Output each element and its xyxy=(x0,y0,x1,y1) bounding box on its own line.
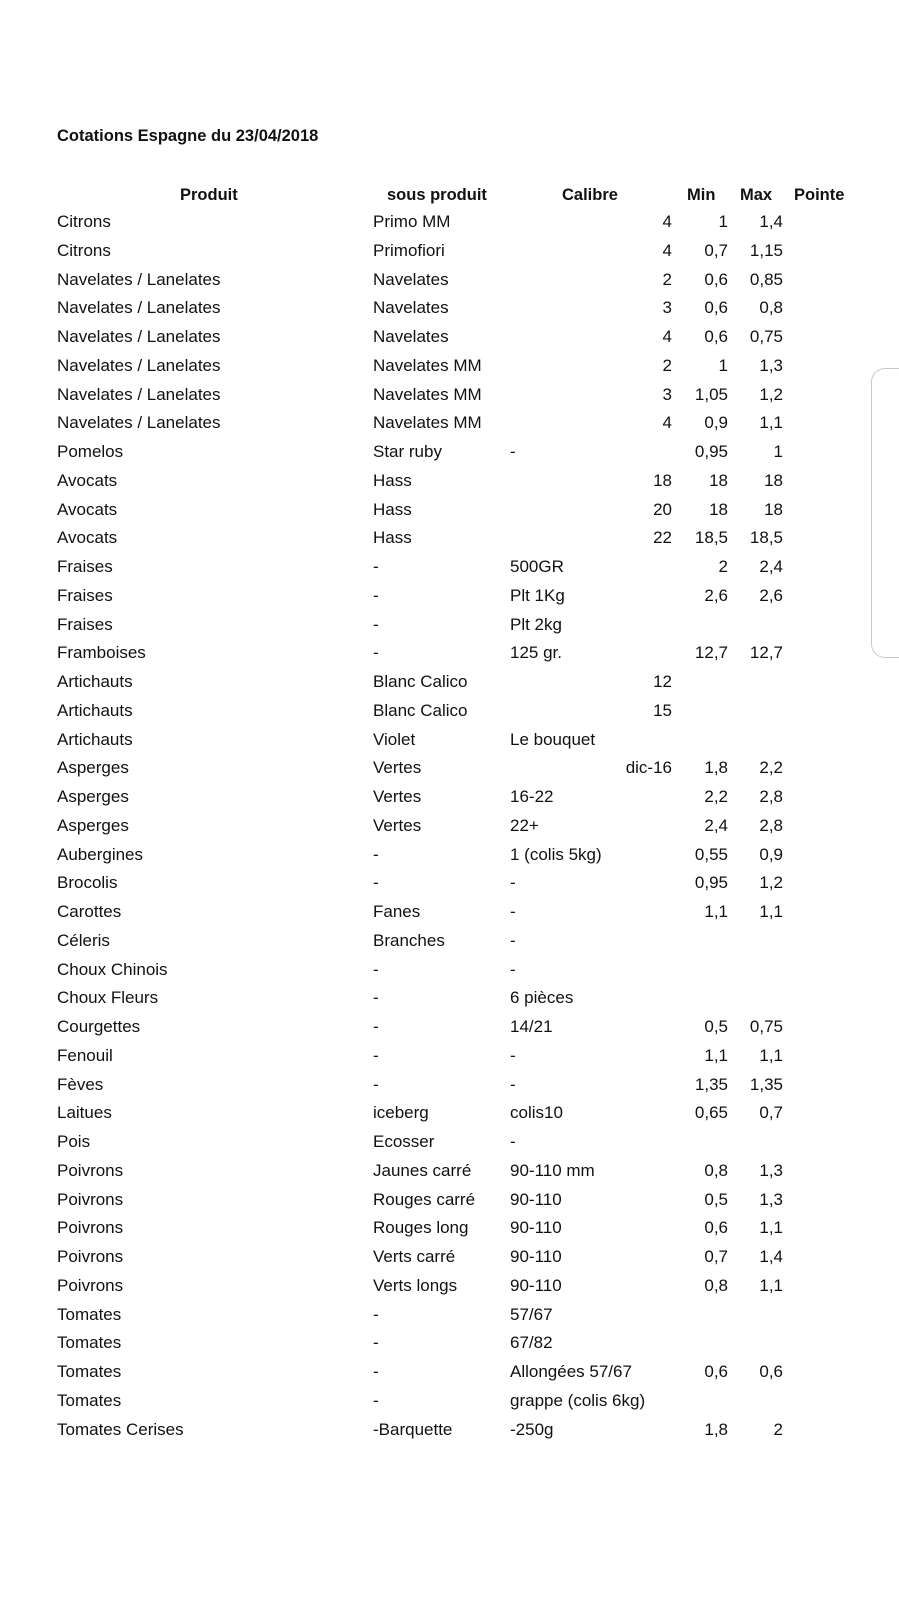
cell-max: 1,35 xyxy=(749,1074,783,1094)
cell-produit: Framboises xyxy=(57,643,146,663)
cell-calibre: - xyxy=(510,873,516,893)
cell-sous-produit: Navelates MM xyxy=(373,355,482,375)
cell-max: 2,2 xyxy=(759,758,783,778)
cell-max: 1,2 xyxy=(759,873,783,893)
cell-calibre: - xyxy=(510,1132,516,1151)
cell-max: 1,15 xyxy=(749,240,783,260)
table-row xyxy=(0,611,899,640)
cell-min: 1,8 xyxy=(704,1419,728,1439)
cell-min: 0,6 xyxy=(704,327,728,346)
cell-min: 1 xyxy=(718,212,728,231)
cell-sous-produit: Navelates MM xyxy=(373,413,482,433)
table-row xyxy=(0,323,899,352)
cell-max: 1,3 xyxy=(759,355,783,375)
cell-sous-produit: -Barquette xyxy=(373,1419,453,1439)
cell-sous-produit: Blanc Calico xyxy=(373,700,468,720)
table-row xyxy=(0,409,899,438)
cell-produit: Brocolis xyxy=(57,873,118,893)
cell-min: 0,7 xyxy=(704,240,728,260)
cell-sous-produit: Violet xyxy=(373,729,416,749)
cell-max: 1,3 xyxy=(759,1160,783,1180)
cell-sous-produit: Star ruby xyxy=(373,442,442,461)
cell-produit: Fèves xyxy=(57,1074,104,1094)
cell-sous-produit: - xyxy=(373,959,379,979)
cell-produit: Asperges xyxy=(57,815,129,835)
table-row xyxy=(0,1329,899,1358)
cell-calibre: 500GR xyxy=(510,557,564,576)
cell-calibre: 90-110 xyxy=(510,1275,562,1295)
header-max: Max xyxy=(740,186,773,204)
table-row xyxy=(0,1387,899,1416)
cell-min: 1,05 xyxy=(694,384,728,404)
cell-max: 2,4 xyxy=(759,557,783,576)
cell-calibre: - xyxy=(510,959,516,979)
cell-min: 0,8 xyxy=(704,1160,728,1180)
scroll-handle[interactable] xyxy=(871,368,899,658)
cell-produit: Citrons xyxy=(57,240,111,260)
cell-calibre: - xyxy=(510,442,516,461)
cell-min: 2 xyxy=(718,557,728,576)
cell-sous-produit: Vertes xyxy=(373,815,422,835)
table-row xyxy=(0,381,899,410)
table-row xyxy=(0,726,899,755)
cell-produit: Artichauts xyxy=(57,700,133,720)
cell-sous-produit: Verts carré xyxy=(373,1247,456,1266)
table-row xyxy=(0,294,899,323)
cell-calibre: 14/21 xyxy=(510,1017,553,1036)
cell-calibre-num: 15 xyxy=(653,700,672,720)
cell-max: 1,1 xyxy=(759,1275,783,1295)
cell-calibre-num: 2 xyxy=(662,355,672,375)
cell-produit: Citrons xyxy=(57,212,111,231)
cell-calibre: 22+ xyxy=(510,815,539,835)
cell-sous-produit: - xyxy=(373,614,379,634)
cell-min: 0,6 xyxy=(704,298,728,318)
cell-max: 2,8 xyxy=(759,815,783,835)
cell-max: 0,75 xyxy=(749,327,783,346)
cell-produit: Aubergines xyxy=(57,844,144,864)
cell-sous-produit: - xyxy=(373,643,379,663)
cell-min: 2,4 xyxy=(704,815,728,835)
cell-calibre: 90-110 xyxy=(510,1247,562,1266)
cell-sous-produit: Navelates xyxy=(373,327,449,346)
cell-produit: Tomates xyxy=(57,1304,122,1324)
cell-calibre-num: 22 xyxy=(653,528,672,548)
cell-produit: Navelates / Lanelates xyxy=(57,355,221,375)
cell-sous-produit: Hass xyxy=(373,499,412,519)
table-row xyxy=(0,1301,899,1330)
cell-calibre: 90-110 mm xyxy=(510,1160,595,1180)
table-row xyxy=(0,869,899,898)
table-row xyxy=(0,1243,899,1272)
table-row xyxy=(0,697,899,726)
cell-max: 0,9 xyxy=(759,844,783,864)
table-row xyxy=(0,841,899,870)
cell-calibre: 90-110 xyxy=(510,1189,562,1209)
cell-max: 18 xyxy=(764,470,783,490)
cell-min: 1,35 xyxy=(694,1074,728,1094)
cell-sous-produit: Hass xyxy=(373,528,412,548)
cell-min: 0,6 xyxy=(704,269,728,289)
cell-produit: Poivrons xyxy=(57,1189,124,1209)
table-row xyxy=(0,553,899,582)
cell-calibre: 90-110 xyxy=(510,1218,562,1238)
cell-calibre-num: 4 xyxy=(662,212,672,231)
cell-sous-produit: Vertes xyxy=(373,787,422,806)
cell-min: 1,8 xyxy=(704,758,728,778)
header-sous-produit: sous produit xyxy=(387,186,487,204)
cell-calibre-num: 3 xyxy=(662,384,672,404)
table-row xyxy=(0,1186,899,1215)
cell-min: 18 xyxy=(709,470,728,490)
cell-calibre: Allongées 57/67 xyxy=(510,1362,632,1381)
cell-sous-produit: - xyxy=(373,557,379,576)
table-row xyxy=(0,1214,899,1243)
table-row xyxy=(0,1272,899,1301)
table-row xyxy=(0,1128,899,1157)
cell-max: 18 xyxy=(764,499,783,519)
header-min: Min xyxy=(687,186,716,204)
cell-produit: Choux Chinois xyxy=(57,959,168,979)
cell-sous-produit: - xyxy=(373,585,379,605)
cell-calibre-num: 3 xyxy=(662,298,672,318)
cell-max: 0,8 xyxy=(759,298,783,318)
cell-sous-produit: iceberg xyxy=(373,1103,429,1123)
cell-produit: Poivrons xyxy=(57,1160,124,1180)
cell-produit: Choux Fleurs xyxy=(57,988,159,1008)
cell-produit: Courgettes xyxy=(57,1017,141,1036)
cell-calibre-num: 4 xyxy=(662,240,672,260)
cell-max: 1,1 xyxy=(759,902,783,921)
cell-produit: Fraises xyxy=(57,614,113,634)
cell-max: 18,5 xyxy=(749,528,783,548)
cell-max: 1,1 xyxy=(759,1045,783,1065)
cell-produit: Carottes xyxy=(57,902,122,921)
cell-produit: Navelates / Lanelates xyxy=(57,327,221,346)
cell-max: 1,4 xyxy=(759,1247,783,1266)
table-row xyxy=(0,524,899,553)
table-row xyxy=(0,898,899,927)
cell-min: 0,9 xyxy=(704,413,728,433)
table-row xyxy=(0,1042,899,1071)
cell-max: 1,1 xyxy=(759,1218,783,1238)
header-pointe: Pointe xyxy=(794,186,845,204)
cell-sous-produit: - xyxy=(373,1017,379,1036)
cell-sous-produit: Navelates xyxy=(373,298,449,318)
cell-calibre: 6 pièces xyxy=(510,988,574,1008)
table-row xyxy=(0,1416,899,1445)
cell-max: 0,6 xyxy=(759,1362,783,1381)
cell-produit: Navelates / Lanelates xyxy=(57,298,221,318)
cell-max: 1,2 xyxy=(759,384,783,404)
cell-min: 1,1 xyxy=(704,1045,728,1065)
cell-produit: Poivrons xyxy=(57,1247,124,1266)
cell-calibre: - xyxy=(510,902,516,921)
cell-sous-produit: Vertes xyxy=(373,758,422,778)
cell-calibre: - xyxy=(510,1045,516,1065)
cell-max: 1,3 xyxy=(759,1189,783,1209)
cell-sous-produit: Fanes xyxy=(373,902,421,921)
cell-produit: Laitues xyxy=(57,1103,112,1123)
cell-min: 0,5 xyxy=(704,1189,728,1209)
cell-min: 0,5 xyxy=(704,1017,728,1036)
cell-calibre: colis10 xyxy=(510,1103,563,1123)
cell-sous-produit: Branches xyxy=(373,930,445,950)
cell-calibre: - xyxy=(510,1074,516,1094)
cell-min: 0,55 xyxy=(694,844,728,864)
cell-min: 0,65 xyxy=(694,1103,728,1123)
cell-calibre: Plt 2kg xyxy=(510,614,562,634)
cell-min: 0,95 xyxy=(694,873,728,893)
cell-min: 18 xyxy=(709,499,728,519)
cell-produit: Tomates xyxy=(57,1362,122,1381)
cell-calibre: 57/67 xyxy=(510,1304,553,1324)
cell-produit: Avocats xyxy=(57,470,118,490)
cell-produit: Pois xyxy=(57,1132,91,1151)
cell-calibre: 1 (colis 5kg) xyxy=(510,844,602,864)
cell-sous-produit: Navelates MM xyxy=(373,384,482,404)
cell-produit: Tomates xyxy=(57,1333,122,1353)
cell-produit: Tomates Cerises xyxy=(57,1419,184,1439)
cell-sous-produit: - xyxy=(373,988,379,1008)
cell-produit: Asperges xyxy=(57,758,129,778)
cell-min: 2,2 xyxy=(704,787,728,806)
table-row xyxy=(0,783,899,812)
table-row xyxy=(0,1157,899,1186)
cell-min: 1 xyxy=(718,355,728,375)
table-row xyxy=(0,266,899,295)
cell-sous-produit: Rouges carré xyxy=(373,1189,476,1209)
cell-sous-produit: Primofiori xyxy=(373,240,445,260)
table-row xyxy=(0,639,899,668)
cell-produit: Artichauts xyxy=(57,729,133,749)
cell-calibre: 67/82 xyxy=(510,1333,553,1353)
header-calibre: Calibre xyxy=(562,186,618,204)
cell-sous-produit: - xyxy=(373,844,379,864)
table-row xyxy=(0,956,899,985)
cell-calibre-num: 4 xyxy=(662,327,672,346)
table-row xyxy=(0,352,899,381)
cell-produit: Fraises xyxy=(57,557,113,576)
cell-sous-produit: - xyxy=(373,873,379,893)
cell-min: 12,7 xyxy=(694,643,728,663)
table-row xyxy=(0,237,899,266)
table-row xyxy=(0,496,899,525)
cell-max: 0,85 xyxy=(749,269,783,289)
document-title: Cotations Espagne du 23/04/2018 xyxy=(57,127,319,145)
cell-sous-produit: Primo MM xyxy=(373,212,451,231)
cell-sous-produit: - xyxy=(373,1304,379,1324)
cell-calibre-num: 2 xyxy=(662,269,672,289)
cell-produit: Avocats xyxy=(57,528,118,548)
table-row xyxy=(0,467,899,496)
table-row xyxy=(0,438,899,467)
cell-produit: Pomelos xyxy=(57,442,124,461)
cell-max: 0,7 xyxy=(759,1103,783,1123)
cell-min: 18,5 xyxy=(694,528,728,548)
cell-produit: Céleris xyxy=(57,930,110,950)
cell-max: 2,8 xyxy=(759,787,783,806)
cell-sous-produit: - xyxy=(373,1074,379,1094)
cell-produit: Tomates xyxy=(57,1390,122,1410)
table-row xyxy=(0,1358,899,1387)
table-row xyxy=(0,1013,899,1042)
cell-min: 0,7 xyxy=(704,1247,728,1266)
cell-produit: Poivrons xyxy=(57,1275,124,1295)
table-row xyxy=(0,208,899,237)
cell-calibre: - xyxy=(510,930,516,950)
cell-calibre-num: 12 xyxy=(653,672,672,691)
cell-produit: Navelates / Lanelates xyxy=(57,413,221,433)
cell-calibre: Plt 1Kg xyxy=(510,585,565,605)
table-row xyxy=(0,812,899,841)
cell-min: 2,6 xyxy=(704,585,728,605)
cell-produit: Navelates / Lanelates xyxy=(57,269,221,289)
cell-produit: Avocats xyxy=(57,499,118,519)
cell-sous-produit: - xyxy=(373,1045,379,1065)
table-row xyxy=(0,927,899,956)
cell-calibre: Le bouquet xyxy=(510,729,596,749)
cell-produit: Navelates / Lanelates xyxy=(57,384,221,404)
cell-sous-produit: Blanc Calico xyxy=(373,672,468,691)
cell-min: 0,6 xyxy=(704,1362,728,1381)
cell-max: 0,75 xyxy=(749,1017,783,1036)
cell-sous-produit: Jaunes carré xyxy=(373,1160,472,1180)
cell-sous-produit: Rouges long xyxy=(373,1218,469,1238)
cell-sous-produit: Hass xyxy=(373,470,412,490)
cell-produit: Fenouil xyxy=(57,1045,113,1065)
cell-sous-produit: Navelates xyxy=(373,269,449,289)
cell-max: 1 xyxy=(773,442,783,461)
cell-calibre-num: 18 xyxy=(653,470,672,490)
cell-sous-produit: Verts longs xyxy=(373,1275,458,1295)
cell-sous-produit: Ecosser xyxy=(373,1132,435,1151)
cell-produit: Poivrons xyxy=(57,1218,124,1238)
cell-sous-produit: - xyxy=(373,1362,379,1381)
table-row xyxy=(0,582,899,611)
cell-calibre: grappe (colis 6kg) xyxy=(510,1390,646,1410)
cell-min: 0,95 xyxy=(694,442,728,461)
cell-calibre-num: 20 xyxy=(653,499,672,519)
cell-max: 2,6 xyxy=(759,585,783,605)
cell-produit: Fraises xyxy=(57,585,113,605)
cell-min: 0,6 xyxy=(704,1218,728,1238)
cell-sous-produit: - xyxy=(373,1333,379,1353)
cell-max: 12,7 xyxy=(749,643,783,663)
table-row xyxy=(0,754,899,783)
cell-min: 1,1 xyxy=(704,902,728,921)
table-row xyxy=(0,984,899,1013)
cell-max: 1,1 xyxy=(759,413,783,433)
cell-max: 1,4 xyxy=(759,212,783,231)
cell-calibre: 125 gr. xyxy=(510,643,562,663)
cell-produit: Artichauts xyxy=(57,672,133,691)
cell-calibre: 16-22 xyxy=(510,787,554,806)
cell-calibre-num: dic-16 xyxy=(625,758,672,778)
table-row xyxy=(0,1099,899,1128)
cell-calibre: -250g xyxy=(510,1419,554,1439)
cell-produit: Asperges xyxy=(57,787,129,806)
header-produit: Produit xyxy=(180,186,238,204)
table-row xyxy=(0,1071,899,1100)
table-row xyxy=(0,668,899,697)
price-table xyxy=(0,208,899,1444)
cell-calibre-num: 4 xyxy=(662,413,672,433)
cell-max: 2 xyxy=(773,1419,783,1439)
cell-min: 0,8 xyxy=(704,1275,728,1295)
cell-sous-produit: - xyxy=(373,1390,379,1410)
